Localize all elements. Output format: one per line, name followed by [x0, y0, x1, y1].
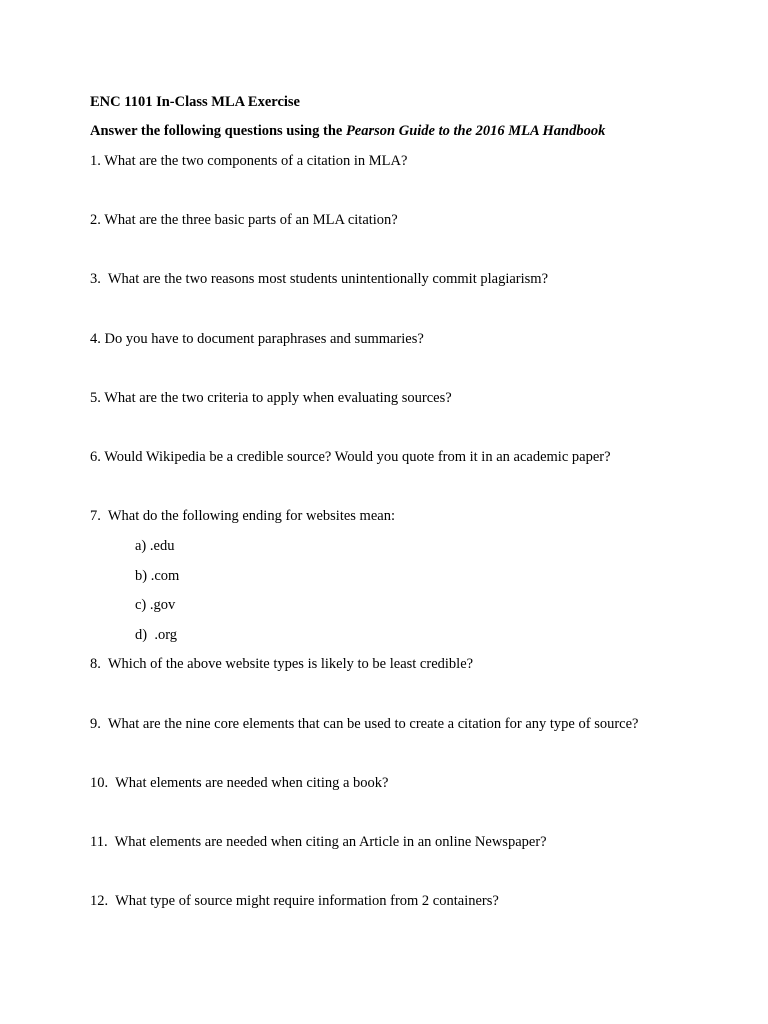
question-7-option-edu: a) .edu	[135, 538, 175, 554]
question-8: 8. Which of the above website types is likely to be least credible?	[90, 656, 474, 672]
question-9: 9. What are the nine core elements that can be used to create a citation for any type of source?	[90, 716, 639, 732]
question-2: 2. What are the three basic parts of an MLA citation?	[90, 212, 398, 228]
question-3: 3. What are the two reasons most students unintentionally commit plagiarism?	[90, 271, 549, 287]
question-1: 1. What are the two components of a citation in MLA?	[90, 153, 408, 169]
question-7-option-com: b) .com	[135, 568, 180, 584]
question-5: 5. What are the two criteria to apply when evaluating sources?	[90, 390, 452, 406]
question-6: 6. Would Wikipedia be a credible source? Would you quote from it in an academic paper?	[90, 449, 611, 465]
instruction-line	[90, 122, 605, 140]
document-title: ENC 1101 In-Class MLA Exercise	[90, 94, 300, 110]
instruction-book-title: Pearson Guide to the 2016 MLA Handbook	[345, 123, 606, 139]
question-7: 7. What do the following ending for websites mean:	[90, 508, 395, 524]
question-4: 4. Do you have to document paraphrases and summaries?	[90, 331, 424, 347]
question-12: 12. What type of source might require information from 2 containers?	[90, 893, 499, 909]
question-11: 11. What elements are needed when citing an Article in an online Newspaper?	[90, 834, 547, 850]
question-7-option-org: d) .org	[135, 627, 178, 643]
question-10: 10. What elements are needed when citing a book?	[90, 775, 389, 791]
instruction-prefix: Answer the following questions using the	[90, 123, 346, 139]
question-7-option-gov: c) .gov	[135, 597, 176, 613]
